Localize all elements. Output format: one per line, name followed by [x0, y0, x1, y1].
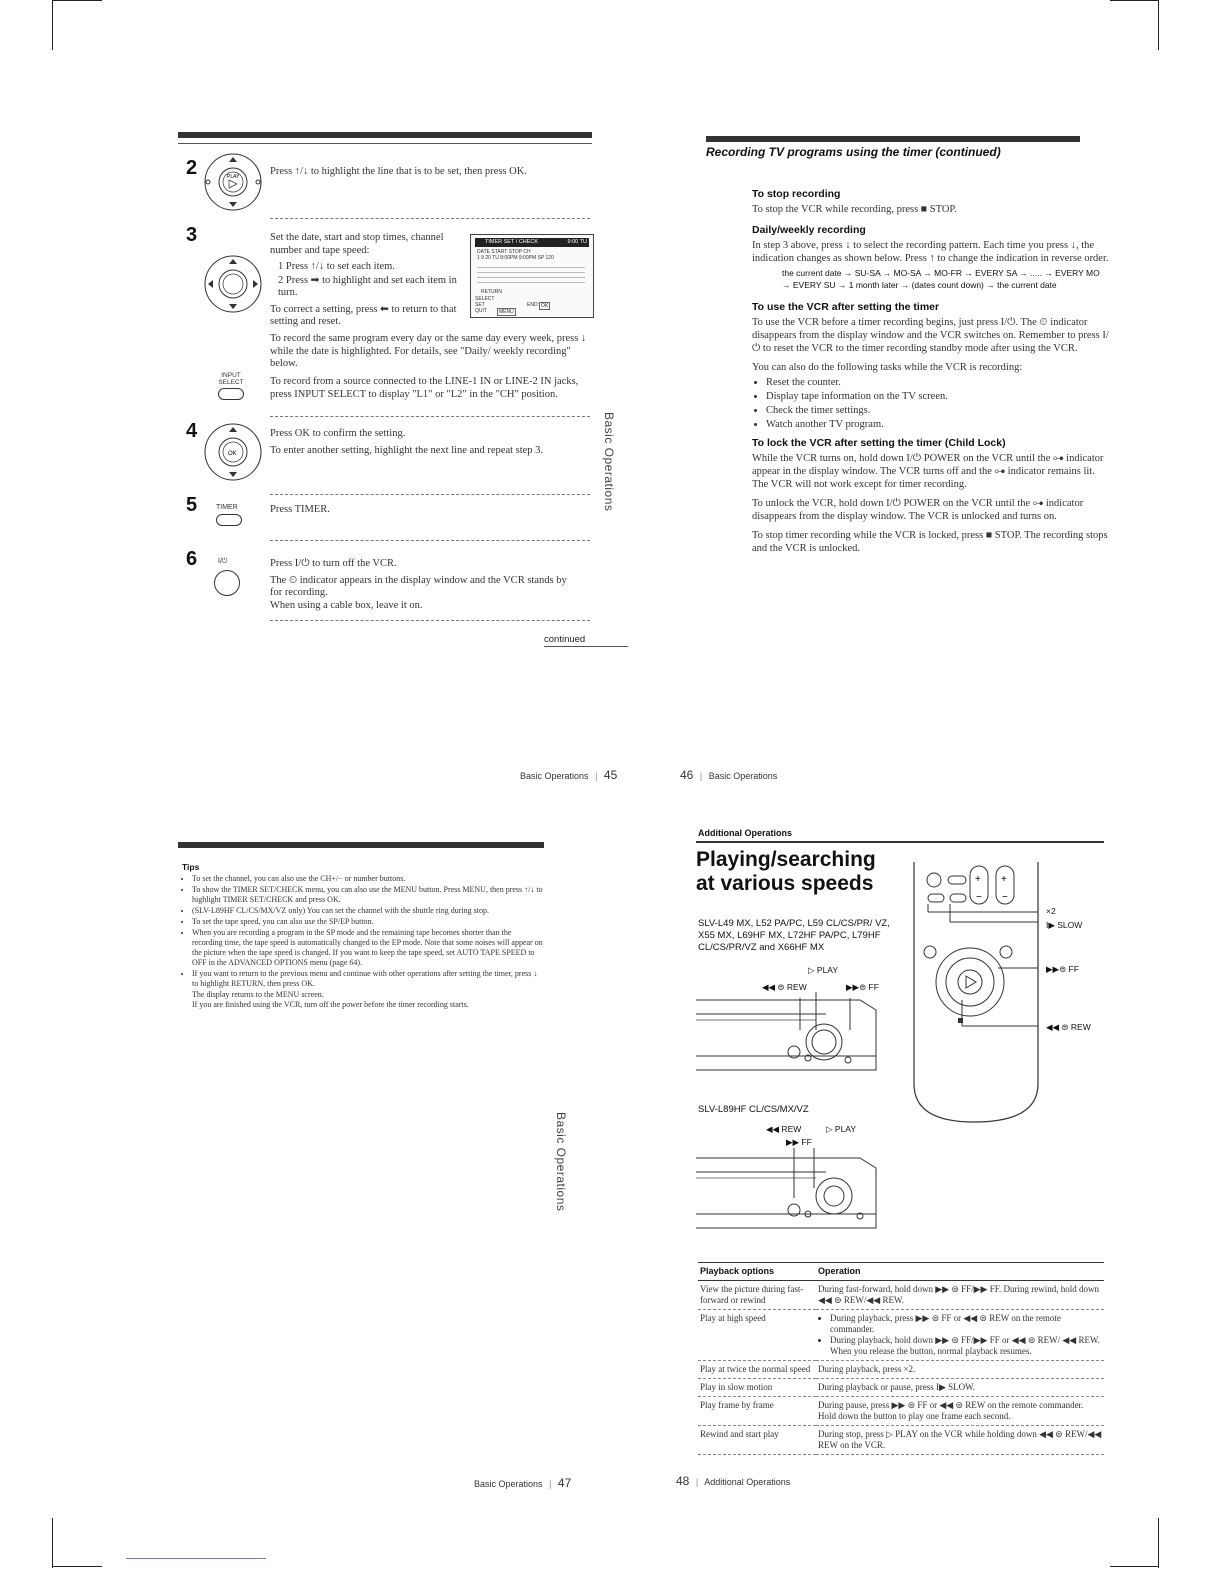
continued-label: continued: [544, 634, 586, 645]
input-select-button-icon: [218, 388, 244, 400]
table-cell: Play in slow motion: [698, 1379, 816, 1397]
crop-mark: [1110, 0, 1158, 1]
osd-select: SELECT: [475, 296, 495, 302]
lock-text1: While the VCR turns on, hold down I/⏻ POWER on the VCR until the ⊶ indicator appear in the display window. The VCR turns off and the ⊶ indicator remains lit. The VCR will not work except for timer recording.: [752, 453, 1104, 490]
stop-text: To stop the VCR while recording, press ■ STOP.: [752, 204, 957, 215]
remote-commander-illustration: [912, 860, 1048, 1124]
vcr-illustration: [696, 990, 880, 1080]
page45-folio: Basic Operations | 45: [520, 768, 618, 782]
list-item: • To set the tape speed, you can also use the SP/EP button.: [192, 917, 544, 927]
folio-number: 45: [603, 768, 618, 782]
step-3-text-block: [270, 232, 466, 333]
divider: [270, 494, 590, 495]
lock-heading: To lock the VCR after setting the timer (Child Lock): [752, 437, 1006, 449]
osd-row: 1 9 20 TU 8:00PM 9:00PM SP 120: [477, 255, 554, 261]
crop-mark: [52, 1518, 53, 1568]
step-3-sub1: 1 Press ↑/↓ to set each item.: [278, 261, 395, 272]
osd-menu: MENU: [499, 309, 514, 315]
rew-label: ◀◀ ⊜ REW: [762, 982, 807, 992]
step-3-text4: To record from a source connected to the LINE-1 IN or LINE-2 IN jacks, press INPUT SELECT to display "L1" or "L2" in the "CH" position.: [270, 376, 579, 400]
table-row: [698, 1310, 1104, 1361]
step-3-text3: To record the same program every day or the same day every week, press ↓ while the date is highlighted. For details, see "Daily/ weekly recording" below.: [270, 333, 587, 369]
continued-rule: [544, 646, 628, 647]
tips-block: [182, 862, 544, 1010]
step-6-text1: Press I/⏻ to turn off the VCR.: [270, 558, 397, 569]
step-4-number: 4: [186, 420, 198, 442]
svg-text:−: −: [1002, 892, 1008, 903]
remote-x2-label: ×2: [1046, 906, 1056, 916]
table-cell: [816, 1310, 1104, 1361]
section-label: Additional Operations: [698, 828, 793, 838]
step-2-text: Press ↑/↓ to highlight the line that is to be set, then press OK.: [270, 166, 527, 177]
list-item: • Check the timer settings.: [766, 404, 1110, 417]
daily-heading: Daily/weekly recording: [752, 224, 866, 236]
use-heading: To use the VCR after setting the timer: [752, 301, 940, 313]
svg-text:PLAY: PLAY: [227, 174, 240, 180]
table-cell: Play at high speed: [698, 1310, 816, 1361]
osd-empty-rows: [477, 263, 585, 285]
page46-top-rule: [706, 136, 1080, 142]
table-cell: During stop, press ▷ PLAY on the VCR while holding down ◀◀ ⊜ REW/◀◀ REW on the VCR.: [816, 1426, 1104, 1455]
table-cell: Play frame by frame: [698, 1397, 816, 1426]
lock-text2: To unlock the VCR, hold down I/⏻ POWER on the VCR until the ⊶ indicator disappears from the display window. The VCR is unlocked and turns on.: [752, 498, 1084, 522]
control-pad-icon: [201, 150, 265, 214]
list-item: • When you are recording a program in the SP mode and the remaining tape becomes shorter than the recording time, the tape speed is automatically changed to the EP mode. Note that some noises will appear on the picture when the tape speed is changed. If you want to keep the tape speed, set AUTO TAPE SPEED to OFF in the ADVANCED OPTIONS menu (page 64).: [192, 928, 544, 968]
svg-text:−: −: [976, 892, 982, 903]
page46-body: [752, 182, 1110, 555]
table-cell: During playback, press ×2.: [816, 1361, 1104, 1379]
daily-text: In step 3 above, press ↓ to select the recording pattern. Each time you press ↓, the indication changes as shown below. Press ↑ to change the indication in reverse order.: [752, 240, 1109, 264]
step-4-text: [270, 428, 590, 461]
page48-folio: 48 | Additional Operations: [676, 1474, 791, 1488]
tips-list: [182, 874, 544, 989]
list-item: • Watch another TV program.: [766, 418, 1110, 431]
osd-ok: OK: [541, 303, 549, 309]
table-cell: During fast-forward, hold down ▶▶ ⊜ FF/▶▶ FF. During rewind, hold down ◀◀ ⊜ REW/◀◀ REW.: [816, 1281, 1104, 1310]
folio-number: 46: [680, 768, 694, 782]
crop-mark: [1158, 0, 1159, 50]
lock-text3: To stop timer recording while the VCR is locked, press ■ STOP. The recording stops and the VCR is unlocked.: [752, 530, 1108, 554]
tips-extra2: If you are finished using the VCR, turn off the power before the timer recording starts.: [192, 1000, 469, 1009]
osd-title: TIMER SET / CHECK: [485, 239, 539, 245]
also-text: You can also do the following tasks while the VCR is recording:: [752, 362, 1023, 373]
step-6-text: [270, 558, 570, 616]
osd-return: RETURN: [481, 289, 502, 295]
daily-sequence: the current date → SU-SA → MO-SA → MO-FR → EVERY SA → ..... → EVERY MO → EVERY SU → 1 month later → (dates count down) → the current date: [782, 268, 1100, 290]
osd-end: END:: [527, 302, 539, 308]
timer-set-check-screen: [470, 234, 594, 318]
remote-rew-label: ◀◀ ⊜ REW: [1046, 1022, 1091, 1032]
control-pad-icon: [201, 252, 265, 316]
step-4-text1: Press OK to confirm the setting.: [270, 428, 406, 439]
list-item: • Reset the counter.: [766, 376, 1110, 389]
folio-label: Additional Operations: [704, 1477, 791, 1487]
power-label: I/⏻: [218, 558, 228, 565]
page45-rule: [178, 143, 592, 144]
title-line1: Playing/searching: [696, 848, 876, 871]
table-cell: Rewind and start play: [698, 1426, 816, 1455]
divider: [270, 416, 590, 417]
page47-top-rule: [178, 842, 544, 848]
ff-label: ▶▶⊜ FF: [846, 982, 879, 992]
osd-set: SET: [475, 302, 485, 308]
task-list: [752, 376, 1110, 431]
page47-side-tab: Basic Operations: [554, 1112, 568, 1212]
folio-number: 47: [557, 1476, 572, 1490]
table-row: [698, 1426, 1104, 1455]
list-item: • (SLV-L89HF CL/CS/MX/VZ only) You can set the channel with the shuttle ring during stop.: [192, 906, 544, 916]
list-item: • If you want to return to the previous menu and continue with other operations after setting the timer, press ↓ to highlight RETURN, then press OK.: [192, 969, 544, 989]
step-6-text2: The ⏲ indicator appears in the display window and the VCR stands by for recording.: [270, 574, 567, 598]
step-3-text1: Set the date, start and stop times, channel number and tape speed:: [270, 232, 444, 256]
folio-number: 48: [676, 1474, 690, 1488]
vcr-illustration-2: [696, 1148, 880, 1238]
playback-options-table: [698, 1262, 1104, 1455]
step-3-number: 3: [186, 224, 198, 246]
power-button-icon: [214, 570, 240, 596]
ff-label-2: ▶▶ FF: [786, 1137, 812, 1147]
svg-text:OK: OK: [228, 451, 237, 457]
play-label-2: ▷ PLAY: [826, 1124, 857, 1134]
list-item: • To show the TIMER SET/CHECK menu, you can also use the MENU button. Press MENU, then press ↑/↓ to highlight TIMER SET/CHECK and press OK.: [192, 885, 544, 905]
remote-slow-label: I▶ SLOW: [1046, 920, 1083, 930]
step-3-sub2: 2 Press ➡ to highlight and set each item in turn.: [278, 274, 457, 298]
page47-folio: Basic Operations | 47: [474, 1476, 572, 1490]
divider: [270, 218, 590, 219]
osd-time: 9:00 TU: [567, 239, 587, 245]
osd-quit: QUIT: [475, 308, 487, 314]
page46-title: Recording TV programs using the timer (continued): [706, 145, 1001, 159]
use-text: To use the VCR before a timer recording begins, just press I/⏻. The ⏲ indicator disappears from the display window and the VCR switches on. Remember to press I/⏻ to reset the VCR to the timer recording standby mode after using the VCR.: [752, 317, 1109, 354]
step-4-text2: To enter another setting, highlight the next line and repeat step 3.: [270, 444, 544, 456]
timer-button-icon: [216, 514, 242, 526]
list-item: • To set the channel, you can also use the CH+/− or number buttons.: [192, 874, 544, 884]
step-6-number: 6: [186, 548, 198, 570]
title-line2: at various speeds: [696, 872, 874, 895]
step-5-number: 5: [186, 494, 198, 516]
folio-label: Basic Operations: [520, 771, 589, 781]
crop-mark: [52, 0, 102, 1]
table-row: [698, 1281, 1104, 1310]
table-header: Operation: [816, 1263, 1104, 1281]
list-item: • During playback, press ▶▶ ⊜ FF or ◀◀ ⊜ REW on the remote commander.: [830, 1313, 1102, 1335]
divider: [270, 620, 590, 621]
table-row: [698, 1379, 1104, 1397]
table-cell: During pause, press ▶▶ ⊜ FF or ◀◀ ⊜ REW on the remote commander. Hold down the button to play one frame each second.: [816, 1397, 1104, 1426]
step-2-number: 2: [186, 157, 198, 179]
remote-ff-label: ▶▶⊜ FF: [1046, 964, 1079, 974]
crop-mark: [52, 0, 53, 50]
table-cell: View the picture during fast-forward or rewind: [698, 1281, 816, 1310]
rew-label-2: ◀◀ REW: [766, 1124, 802, 1134]
input-select-label: INPUT SELECT: [218, 372, 244, 386]
play-label: ▷ PLAY: [808, 965, 839, 975]
tips-extra1: The display returns to the MENU screen.: [192, 990, 324, 999]
table-row: [698, 1361, 1104, 1379]
folio-label: Basic Operations: [708, 771, 778, 781]
list-item: • During playback, hold down ▶▶ ⊜ FF/▶▶ FF or ◀◀ ⊜ REW/ ◀◀ REW. When you release the button, normal playback resumes.: [830, 1335, 1102, 1357]
folio-label: Basic Operations: [474, 1479, 543, 1489]
stop-heading: To stop recording: [752, 188, 841, 200]
crop-mark: [1110, 1566, 1158, 1567]
list-item: • Display tape information on the TV screen.: [766, 390, 1110, 403]
timer-label: TIMER: [216, 504, 238, 511]
step-3-text2: To correct a setting, press ⬅ to return to that setting and reset.: [270, 303, 457, 327]
page48-title: [696, 848, 876, 896]
tips-heading: Tips: [182, 862, 200, 872]
crop-mark: [1158, 1518, 1159, 1568]
divider: [270, 540, 590, 541]
osd-columns: DATE START STOP CH: [477, 249, 531, 255]
crop-mark: [52, 1566, 102, 1567]
table-cell: Play at twice the normal speed: [698, 1361, 816, 1379]
svg-text:+: +: [1001, 874, 1007, 885]
page45-top-rule: [178, 132, 592, 138]
models-list-2: SLV-L89HF CL/CS/MX/VZ: [698, 1104, 809, 1115]
table-cell: During playback or pause, press I▶ SLOW.: [816, 1379, 1104, 1397]
svg-text:+: +: [975, 874, 981, 885]
control-pad-icon: [201, 420, 265, 484]
page48-rule: [696, 841, 1104, 843]
blue-link-line: [126, 1558, 266, 1559]
page46-folio: 46 | Basic Operations: [680, 768, 778, 782]
table-header: Playback options: [698, 1263, 816, 1281]
models-list-1: SLV-L49 MX, L52 PA/PC, L59 CL/CS/PR/ VZ, X55 MX, L69HF MX, L72HF PA/PC, L79HF CL/CS/PR/VZ and X66HF MX: [698, 918, 890, 953]
step-6-text3: When using a cable box, leave it on.: [270, 599, 423, 611]
step-5-text: Press TIMER.: [270, 504, 330, 515]
table-row: [698, 1397, 1104, 1426]
page45-side-tab: Basic Operations: [602, 412, 616, 512]
